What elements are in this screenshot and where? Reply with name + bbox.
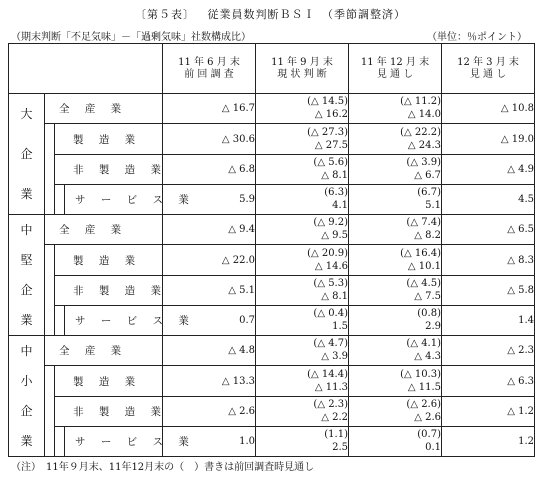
- mar-cell: [442, 366, 535, 397]
- industry-label: サ ー ビ ス 業: [65, 427, 163, 457]
- column-header-dec: 11 年 12 月 末 見 通 し: [349, 44, 442, 94]
- column-header-jun: 11 年 6 月 末 前 回 調 査: [163, 44, 256, 94]
- dec-cell-previous-forecast: (△ 2.6): [406, 399, 441, 410]
- mar-cell: [442, 155, 535, 185]
- sep-cell: [256, 306, 349, 336]
- dec-cell-value: △ 24.3: [407, 139, 441, 151]
- sep-cell-value: △ 14.6: [314, 260, 348, 272]
- firm-size-char: 企: [20, 147, 33, 161]
- industry-label: 製 造 業: [55, 366, 163, 397]
- column-header-sep: 11 年 9 月 末 現 状 判 断: [256, 44, 349, 94]
- jun-cell-value: △ 5.1: [228, 285, 255, 296]
- header-corner: [9, 44, 163, 94]
- mar-cell-value: △ 4.9: [507, 164, 534, 175]
- sep-cell: [256, 245, 349, 276]
- table-row: [9, 94, 535, 124]
- dec-cell: [349, 185, 442, 215]
- sep-cell-value: △ 16.2: [314, 109, 348, 120]
- industry-label: サ ー ビ ス 業: [65, 185, 163, 215]
- sep-cell: [256, 124, 349, 155]
- sep-cell: [256, 155, 349, 185]
- industry-label: 非 製 造 業: [55, 155, 163, 185]
- jun-cell-value: △ 4.8: [228, 345, 255, 356]
- jun-cell: [163, 336, 256, 366]
- mar-cell-value: △ 6.3: [507, 375, 534, 387]
- sep-cell-previous-forecast: (△ 20.9): [307, 247, 348, 259]
- sep-cell: [256, 366, 349, 397]
- dec-cell: [349, 366, 442, 397]
- dec-cell: [349, 155, 442, 185]
- mar-cell: [442, 397, 535, 427]
- industry-label: 製 造 業: [55, 124, 163, 155]
- jun-cell-value: △ 30.6: [221, 133, 255, 145]
- mar-cell-value: △ 1.2: [507, 406, 534, 417]
- firm-size-char: 企: [20, 283, 33, 297]
- industry-label: 全 産 業: [45, 215, 163, 245]
- sep-cell-value: △ 9.5: [321, 230, 348, 241]
- sep-cell-value: △ 11.3: [314, 381, 348, 393]
- mar-cell: [442, 185, 535, 215]
- dec-cell: [349, 215, 442, 245]
- indent-spacer: [55, 185, 65, 215]
- sep-cell-previous-forecast: (△ 2.3): [313, 399, 348, 410]
- dec-cell: [349, 124, 442, 155]
- mar-cell-value: △ 10.8: [500, 103, 534, 114]
- sep-cell: [256, 94, 349, 124]
- dec-cell-previous-forecast: (△ 16.4): [400, 247, 441, 259]
- dec-cell: [349, 94, 442, 124]
- dec-cell-value: 5.1: [425, 200, 441, 211]
- firm-size-label: [9, 215, 45, 336]
- mar-cell: [442, 94, 535, 124]
- mar-cell: [442, 276, 535, 306]
- table-row: [9, 306, 535, 336]
- jun-cell: [163, 245, 256, 276]
- column-header-mar: 12 年 3 月 末 見 通 し: [442, 44, 535, 94]
- mar-cell-value: △ 6.5: [507, 224, 534, 235]
- sep-cell-value: △ 8.1: [321, 291, 348, 302]
- industry-label: 全 産 業: [45, 336, 163, 366]
- jun-cell-value: △ 6.8: [228, 164, 255, 175]
- jun-cell-value: △ 13.3: [221, 375, 255, 387]
- dec-cell-previous-forecast: (△ 7.4): [406, 217, 441, 228]
- dec-cell-previous-forecast: (△ 22.2): [400, 126, 441, 138]
- industry-label: サ ー ビ ス 業: [65, 306, 163, 336]
- firm-size-label: [9, 336, 45, 457]
- firm-size-char: 業: [20, 313, 33, 327]
- dec-cell-value: △ 7.5: [414, 291, 441, 302]
- industry-label: 非 製 造 業: [55, 276, 163, 306]
- sep-cell: [256, 427, 349, 457]
- dec-cell-previous-forecast: (0.7): [417, 429, 441, 440]
- sep-cell-previous-forecast: (6.3): [324, 187, 348, 198]
- jun-cell: [163, 276, 256, 306]
- jun-cell-value: 0.7: [239, 315, 255, 326]
- dec-cell-value: 0.1: [425, 442, 441, 453]
- dec-cell-value: △ 6.7: [414, 170, 441, 181]
- dec-cell-value: △ 14.0: [407, 109, 441, 120]
- sep-cell-previous-forecast: (△ 5.3): [313, 278, 348, 289]
- industry-label: 全 産 業: [45, 94, 163, 124]
- mar-cell-value: △ 5.8: [507, 285, 534, 296]
- dec-cell: [349, 427, 442, 457]
- dec-cell: [349, 245, 442, 276]
- table-row: [9, 155, 535, 185]
- dec-cell-previous-forecast: (△ 11.2): [400, 96, 441, 107]
- dec-cell-value: △ 11.5: [407, 381, 441, 393]
- sep-cell: [256, 185, 349, 215]
- jun-cell-value: △ 22.0: [221, 254, 255, 266]
- sep-cell: [256, 336, 349, 366]
- jun-cell-value: △ 9.4: [228, 224, 255, 235]
- sep-cell-value: △ 3.9: [321, 351, 348, 362]
- sep-cell: [256, 397, 349, 427]
- dec-cell: [349, 336, 442, 366]
- dec-cell-previous-forecast: (△ 10.3): [400, 368, 441, 380]
- dec-cell-value: 2.9: [425, 321, 441, 332]
- dec-cell-previous-forecast: (△ 3.9): [406, 157, 441, 168]
- mar-cell: [442, 215, 535, 245]
- mar-cell: [442, 427, 535, 457]
- dec-cell-value: △ 8.2: [414, 230, 441, 241]
- jun-cell-value: △ 2.6: [228, 406, 255, 417]
- sep-cell-previous-forecast: (△ 4.7): [313, 338, 348, 349]
- industry-label: 製 造 業: [55, 245, 163, 276]
- bsi-table: [8, 43, 535, 457]
- sep-cell: [256, 215, 349, 245]
- jun-cell-value: △ 16.7: [221, 103, 255, 114]
- table-number: 〔第５表〕: [135, 8, 195, 21]
- dec-cell-value: △ 2.6: [414, 412, 441, 423]
- jun-cell-value: 1.0: [239, 436, 255, 447]
- dec-cell-previous-forecast: (△ 4.1): [406, 338, 441, 349]
- mar-cell: [442, 124, 535, 155]
- jun-cell: [163, 366, 256, 397]
- mar-cell: [442, 336, 535, 366]
- mar-cell: [442, 245, 535, 276]
- sep-cell-previous-forecast: (△ 27.3): [307, 126, 348, 138]
- firm-size-char: 業: [20, 434, 33, 448]
- mar-cell-value: 4.5: [518, 194, 534, 205]
- table-row: [9, 215, 535, 245]
- indent-spacer: [55, 427, 65, 457]
- indent-spacer: [55, 306, 65, 336]
- firm-size-char: 大: [20, 107, 33, 121]
- sep-cell-previous-forecast: (△ 14.4): [307, 368, 348, 380]
- sep-cell-value: △ 2.2: [321, 412, 348, 423]
- sep-cell-previous-forecast: (△ 0.4): [313, 308, 348, 319]
- dec-cell: [349, 276, 442, 306]
- mar-cell-value: 1.4: [518, 315, 534, 326]
- sep-cell-value: △ 27.5: [314, 139, 348, 151]
- firm-size-char: 中: [20, 223, 33, 237]
- mar-cell: [442, 306, 535, 336]
- indent-spacer: [45, 245, 55, 336]
- indent-spacer: [45, 124, 55, 215]
- firm-size-char: 堅: [20, 253, 33, 267]
- firm-size-char: 業: [20, 187, 33, 201]
- jun-cell: [163, 94, 256, 124]
- jun-cell: [163, 124, 256, 155]
- sep-cell-value: 1.5: [332, 321, 348, 332]
- table-row: [9, 397, 535, 427]
- jun-cell: [163, 155, 256, 185]
- table-row: [9, 336, 535, 366]
- firm-size-char: 企: [20, 404, 33, 418]
- firm-size-label: [9, 94, 45, 215]
- table-row: [9, 276, 535, 306]
- jun-cell: [163, 215, 256, 245]
- dec-cell-previous-forecast: (0.8): [417, 308, 441, 319]
- sep-cell-value: △ 8.1: [321, 170, 348, 181]
- dec-cell-previous-forecast: (△ 4.5): [406, 278, 441, 289]
- sep-cell-previous-forecast: (△ 14.5): [307, 96, 348, 107]
- jun-cell-value: 5.9: [239, 194, 255, 205]
- table-title-text: 従業員数判断ＢＳＩ （季節調整済）: [207, 8, 406, 21]
- mar-cell-value: △ 2.3: [507, 345, 534, 356]
- mar-cell-value: △ 19.0: [500, 133, 534, 145]
- sep-cell-previous-forecast: (△ 9.2): [313, 217, 348, 228]
- table-title: [0, 6, 541, 22]
- footnote: （注） 11年９月末、11年12月末の（ ）書きは前回調査時見通し: [11, 462, 315, 473]
- table-row: [9, 427, 535, 457]
- mar-cell-value: 1.2: [518, 436, 534, 447]
- firm-size-char: 小: [20, 374, 33, 388]
- sep-cell-previous-forecast: (1.1): [324, 429, 348, 440]
- indent-spacer: [45, 366, 55, 457]
- sep-cell-value: 2.5: [332, 442, 348, 453]
- table-row: [9, 366, 535, 397]
- industry-label: 非 製 造 業: [55, 397, 163, 427]
- sep-cell-previous-forecast: (△ 5.6): [313, 157, 348, 168]
- sep-cell: [256, 276, 349, 306]
- dec-cell-value: △ 10.1: [407, 260, 441, 272]
- table-subtitle: （期末判断「不足気味」－「過剰気味」社数構成比）: [11, 32, 251, 43]
- jun-cell: [163, 397, 256, 427]
- header-row: [9, 44, 535, 94]
- table-row: [9, 124, 535, 155]
- dec-cell-value: △ 4.3: [414, 351, 441, 362]
- table-row: [9, 185, 535, 215]
- mar-cell-value: △ 8.3: [507, 254, 534, 266]
- dec-cell: [349, 306, 442, 336]
- sep-cell-value: 4.1: [332, 200, 348, 211]
- unit-label: （単位：％ポイント）: [427, 32, 527, 43]
- table-row: [9, 245, 535, 276]
- firm-size-char: 中: [20, 344, 33, 358]
- dec-cell: [349, 397, 442, 427]
- dec-cell-previous-forecast: (6.7): [417, 187, 441, 198]
